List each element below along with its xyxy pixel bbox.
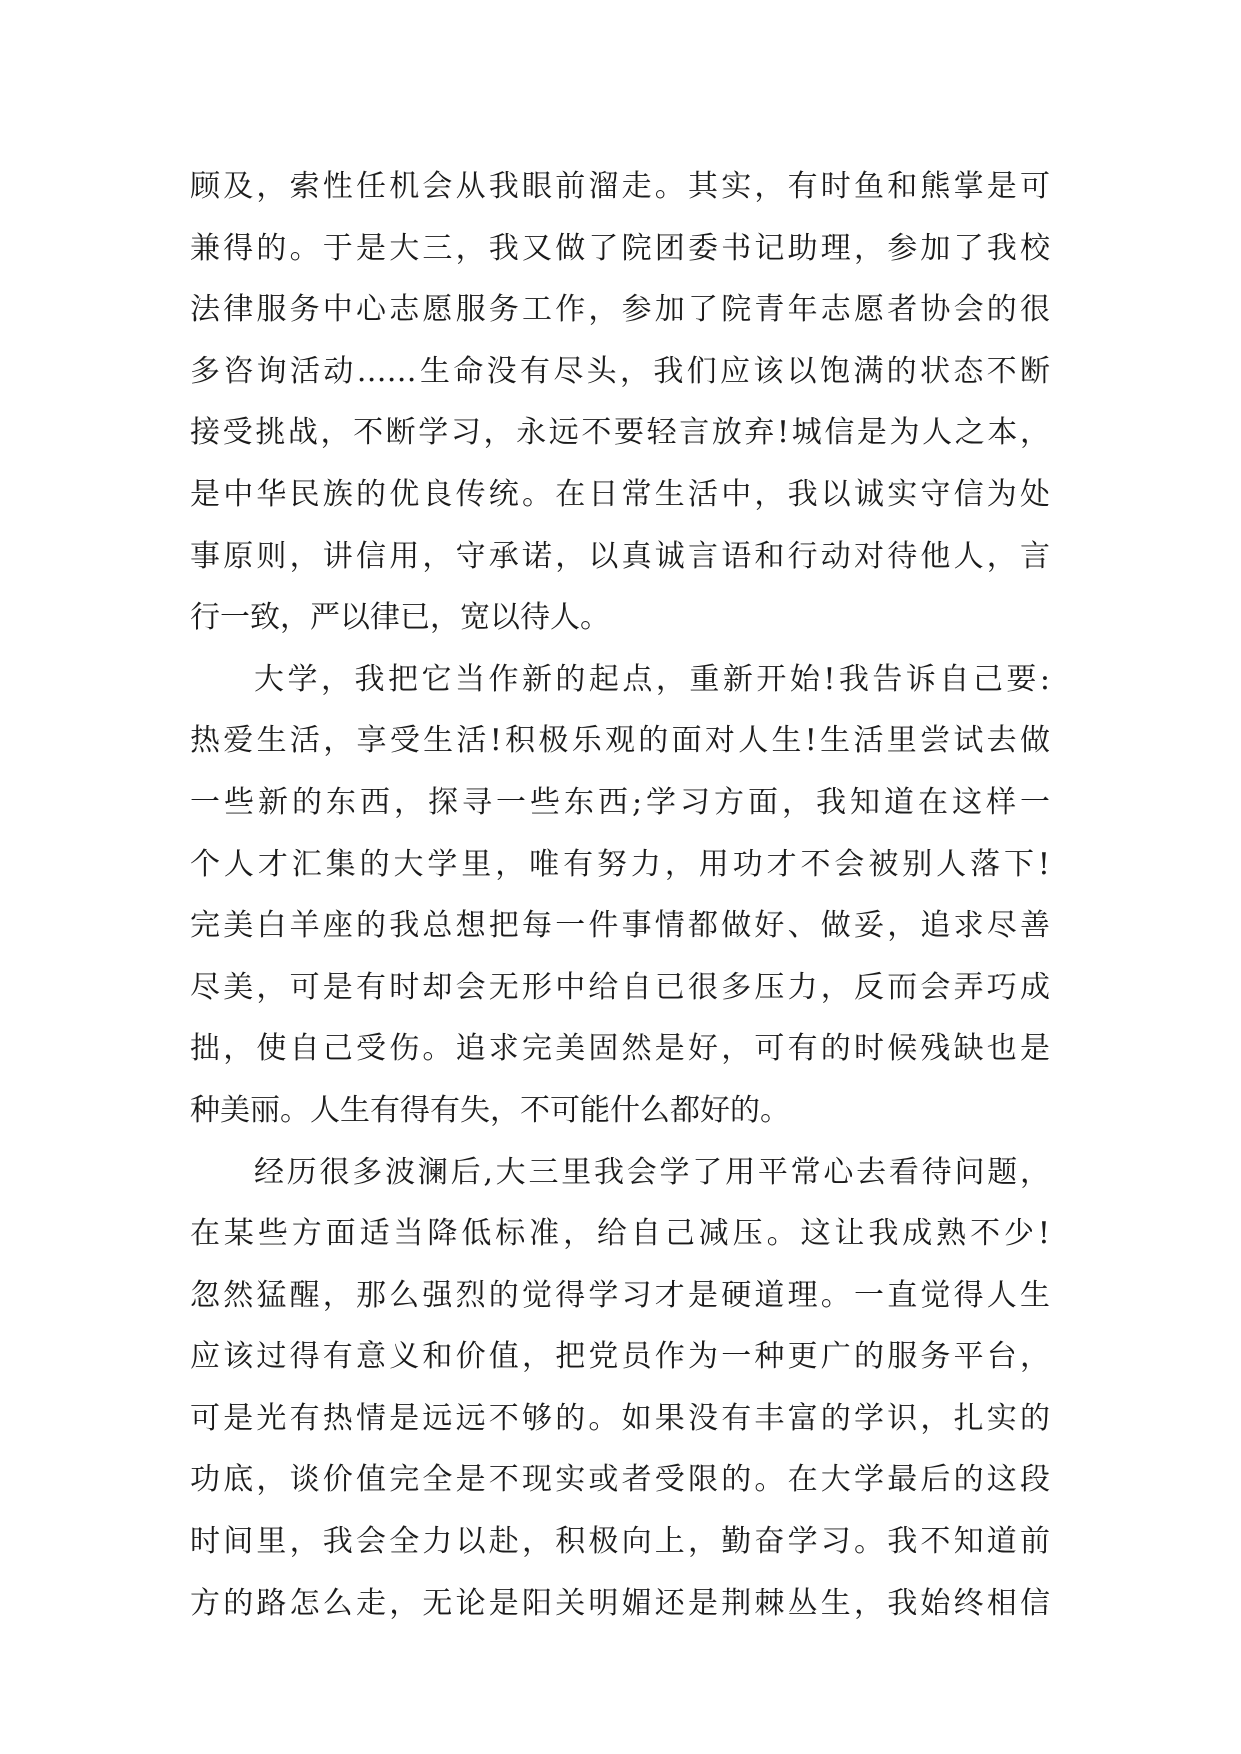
paragraph-first-line: 大学，我把它当作新的起点，重新开始!我告诉自己要: bbox=[254, 661, 1050, 697]
text-line: 法律服务中心志愿服务工作，参加了院青年志愿者协会的很 bbox=[190, 292, 1050, 328]
text-line: 功底，谈价值完全是不现实或者受限的。在大学最后的这段 bbox=[190, 1462, 1050, 1498]
text-line: 接受挑战，不断学习，永远不要轻言放弃!城信是为人之本， bbox=[190, 415, 1050, 451]
text-line: 个人才汇集的大学里，唯有努力，用功才不会被别人落下! bbox=[190, 846, 1050, 882]
text-line: 兼得的。于是大三，我又做了院团委书记助理，参加了我校 bbox=[190, 230, 1050, 266]
paragraph-first-line: 经历很多波澜后,大三里我会学了用平常心去看待问题， bbox=[254, 1154, 1050, 1190]
text-line: 热爱生活，享受生活!积极乐观的面对人生!生活里尝试去做 bbox=[190, 723, 1050, 759]
document-body bbox=[190, 156, 1050, 1634]
text-line: 尽美，可是有时却会无形中给自已很多压力，反而会弄巧成 bbox=[190, 969, 1050, 1005]
text-line: 应该过得有意义和价值，把党员作为一种更广的服务平台， bbox=[190, 1339, 1050, 1375]
text-line: 拙，使自己受伤。追求完美固然是好，可有的时候残缺也是 bbox=[190, 1031, 1050, 1067]
text-line: 可是光有热情是远远不够的。如果没有丰富的学识，扎实的 bbox=[190, 1400, 1050, 1436]
text-line: 事原则，讲信用，守承诺，以真诚言语和行动对待他人，言 bbox=[190, 538, 1050, 574]
text-line: 方的路怎么走，无论是阳关明媚还是荆棘丛生，我始终相信 bbox=[190, 1585, 1050, 1621]
text-line: 一些新的东西，探寻一些东西;学习方面，我知道在这样一 bbox=[190, 784, 1050, 820]
text-line: 是中华民族的优良传统。在日常生活中，我以诚实守信为处 bbox=[190, 476, 1050, 512]
text-line: 时间里，我会全力以赴，积极向上，勤奋学习。我不知道前 bbox=[190, 1524, 1050, 1560]
text-line: 种美丽。人生有得有失，不可能什么都好的。 bbox=[190, 1092, 790, 1128]
text-line: 忽然猛醒，那么强烈的觉得学习才是硬道理。一直觉得人生 bbox=[190, 1277, 1050, 1313]
text-line: 多咨询活动……生命没有尽头，我们应该以饱满的状态不断 bbox=[190, 353, 1050, 389]
text-line: 完美白羊座的我总想把每一件事情都做好、做妥，追求尽善 bbox=[190, 908, 1050, 944]
text-line: 顾及，索性任机会从我眼前溜走。其实，有时鱼和熊掌是可 bbox=[190, 169, 1050, 204]
text-line: 在某些方面适当降低标准，给自己减压。这让我成熟不少! bbox=[190, 1216, 1050, 1252]
text-line: 行一致，严以律已，宽以待人。 bbox=[190, 600, 610, 636]
